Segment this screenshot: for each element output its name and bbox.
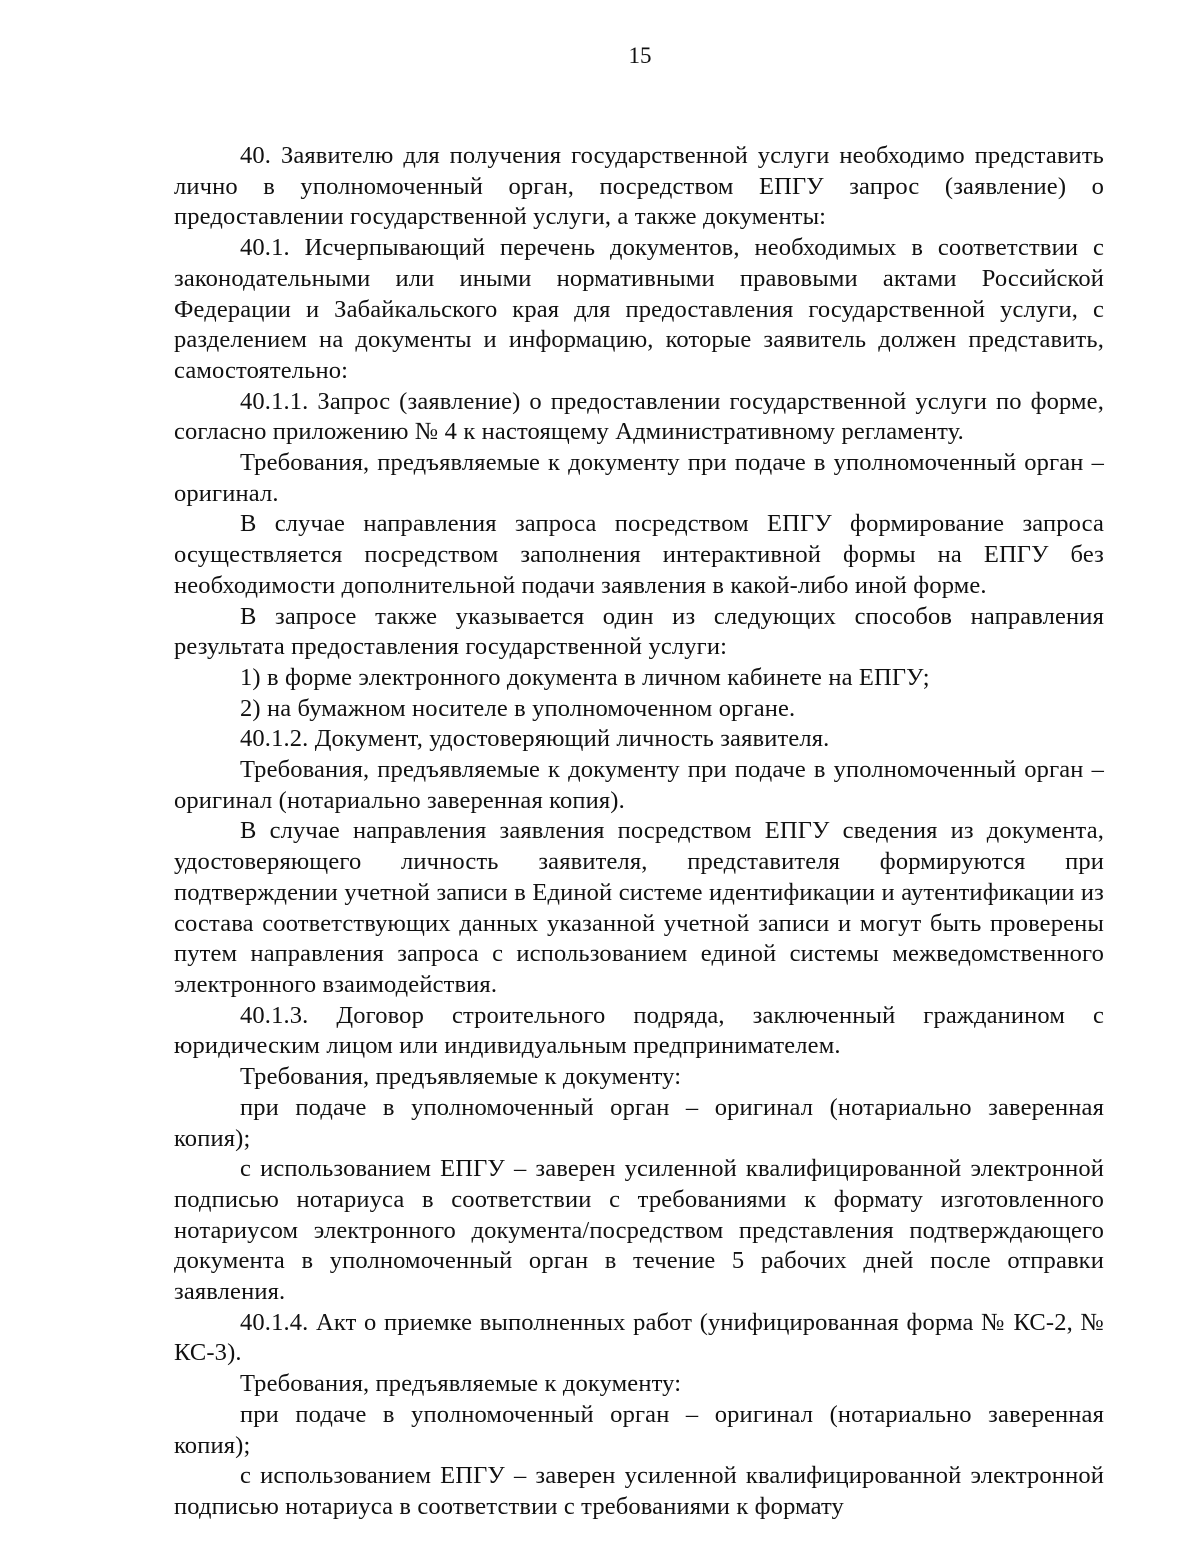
paragraph-epgu-identity: В случае направления заявления посредством ЕПГУ сведения из документа, удостоверяющего личность заявителя, представителя формируются при подтверждении учетной записи в Единой системе идентификации и аутентификации из состава соответствующих данных указанной учетной записи и могут быть проверены путем направления запроса с использованием единой системы межведомственного электронного взаимодействия. bbox=[174, 817, 1104, 998]
paragraph-epgu-signature-2: с использованием ЕПГУ – заверен усиленной квалифицированной электронной подписью нотариуса в соответствии с требованиями к формату bbox=[174, 1462, 1104, 1520]
list-item-paper: 2) на бумажном носителе в уполномоченном органе. bbox=[240, 694, 796, 722]
paragraph-40-1-1: 40.1.1. Запрос (заявление) о предоставлении государственной услуги по форме, согласно приложению № 4 к настоящему Административному регламенту. bbox=[174, 387, 1104, 446]
paragraph-result-methods: В запросе также указывается один из следующих способов направления результата предоставления государственной услуги: bbox=[174, 602, 1104, 661]
paragraph-40-1-4: 40.1.4. Акт о приемке выполненных работ (унифицированная форма № КС-2, № КС-3). bbox=[174, 1308, 1104, 1367]
paragraph-epgu-signature-1: с использованием ЕПГУ – заверен усиленной квалифицированной электронной подписью нотариуса в соответствии с требованиями к формату изготовленного нотариусом электронного документа/посредством представления подтверждающего документа в уполномоченный орган в течение 5 рабочих дней после отправки заявления. bbox=[174, 1155, 1104, 1306]
paragraph-40-1-2: 40.1.2. Документ, удостоверяющий личность заявителя. bbox=[240, 725, 830, 753]
paragraph-requirements-heading-1: Требования, предъявляемые к документу: bbox=[240, 1063, 682, 1091]
page-number: 15 bbox=[628, 43, 652, 68]
paragraph-40: 40. Заявителю для получения государственной услуги необходимо представить лично в уполномоченный орган, посредством ЕПГУ запрос (заявление) о предоставлении государственной услуги, а также документы: bbox=[174, 142, 1104, 231]
document-body bbox=[174, 141, 1104, 1523]
paragraph-requirements-heading-2: Требования, предъявляемые к документу: bbox=[240, 1370, 682, 1398]
paragraph-epgu-request: В случае направления запроса посредством ЕПГУ формирование запроса осуществляется посредством заполнения интерактивной формы на ЕПГУ без необходимости дополнительной подачи заявления в какой-либо иной форме. bbox=[174, 510, 1104, 599]
list-item-electronic: 1) в форме электронного документа в личном кабинете на ЕПГУ; bbox=[240, 663, 930, 691]
paragraph-40-1: 40.1. Исчерпывающий перечень документов, необходимых в соответствии с законодательными или иными нормативными правовыми актами Российской Федерации и Забайкальского края для предоставления государственной услуги, с разделением на документы и информацию, которые заявитель должен представить, самостоятельно: bbox=[174, 234, 1104, 384]
paragraph-requirements-original-copy: Требования, предъявляемые к документу при подаче в уполномоченный орган – оригинал (нотариально заверенная копия). bbox=[174, 756, 1104, 814]
paragraph-in-person-1: при подаче в уполномоченный орган – оригинал (нотариально заверенная копия); bbox=[174, 1093, 1104, 1152]
paragraph-requirements-original: Требования, предъявляемые к документу при подаче в уполномоченный орган – оригинал. bbox=[174, 449, 1104, 507]
paragraph-40-1-3: 40.1.3. Договор строительного подряда, заключенный гражданином с юридическим лицом или индивидуальным предпринимателем. bbox=[174, 1001, 1104, 1060]
paragraph-in-person-2: при подаче в уполномоченный орган – оригинал (нотариально заверенная копия); bbox=[174, 1400, 1104, 1459]
